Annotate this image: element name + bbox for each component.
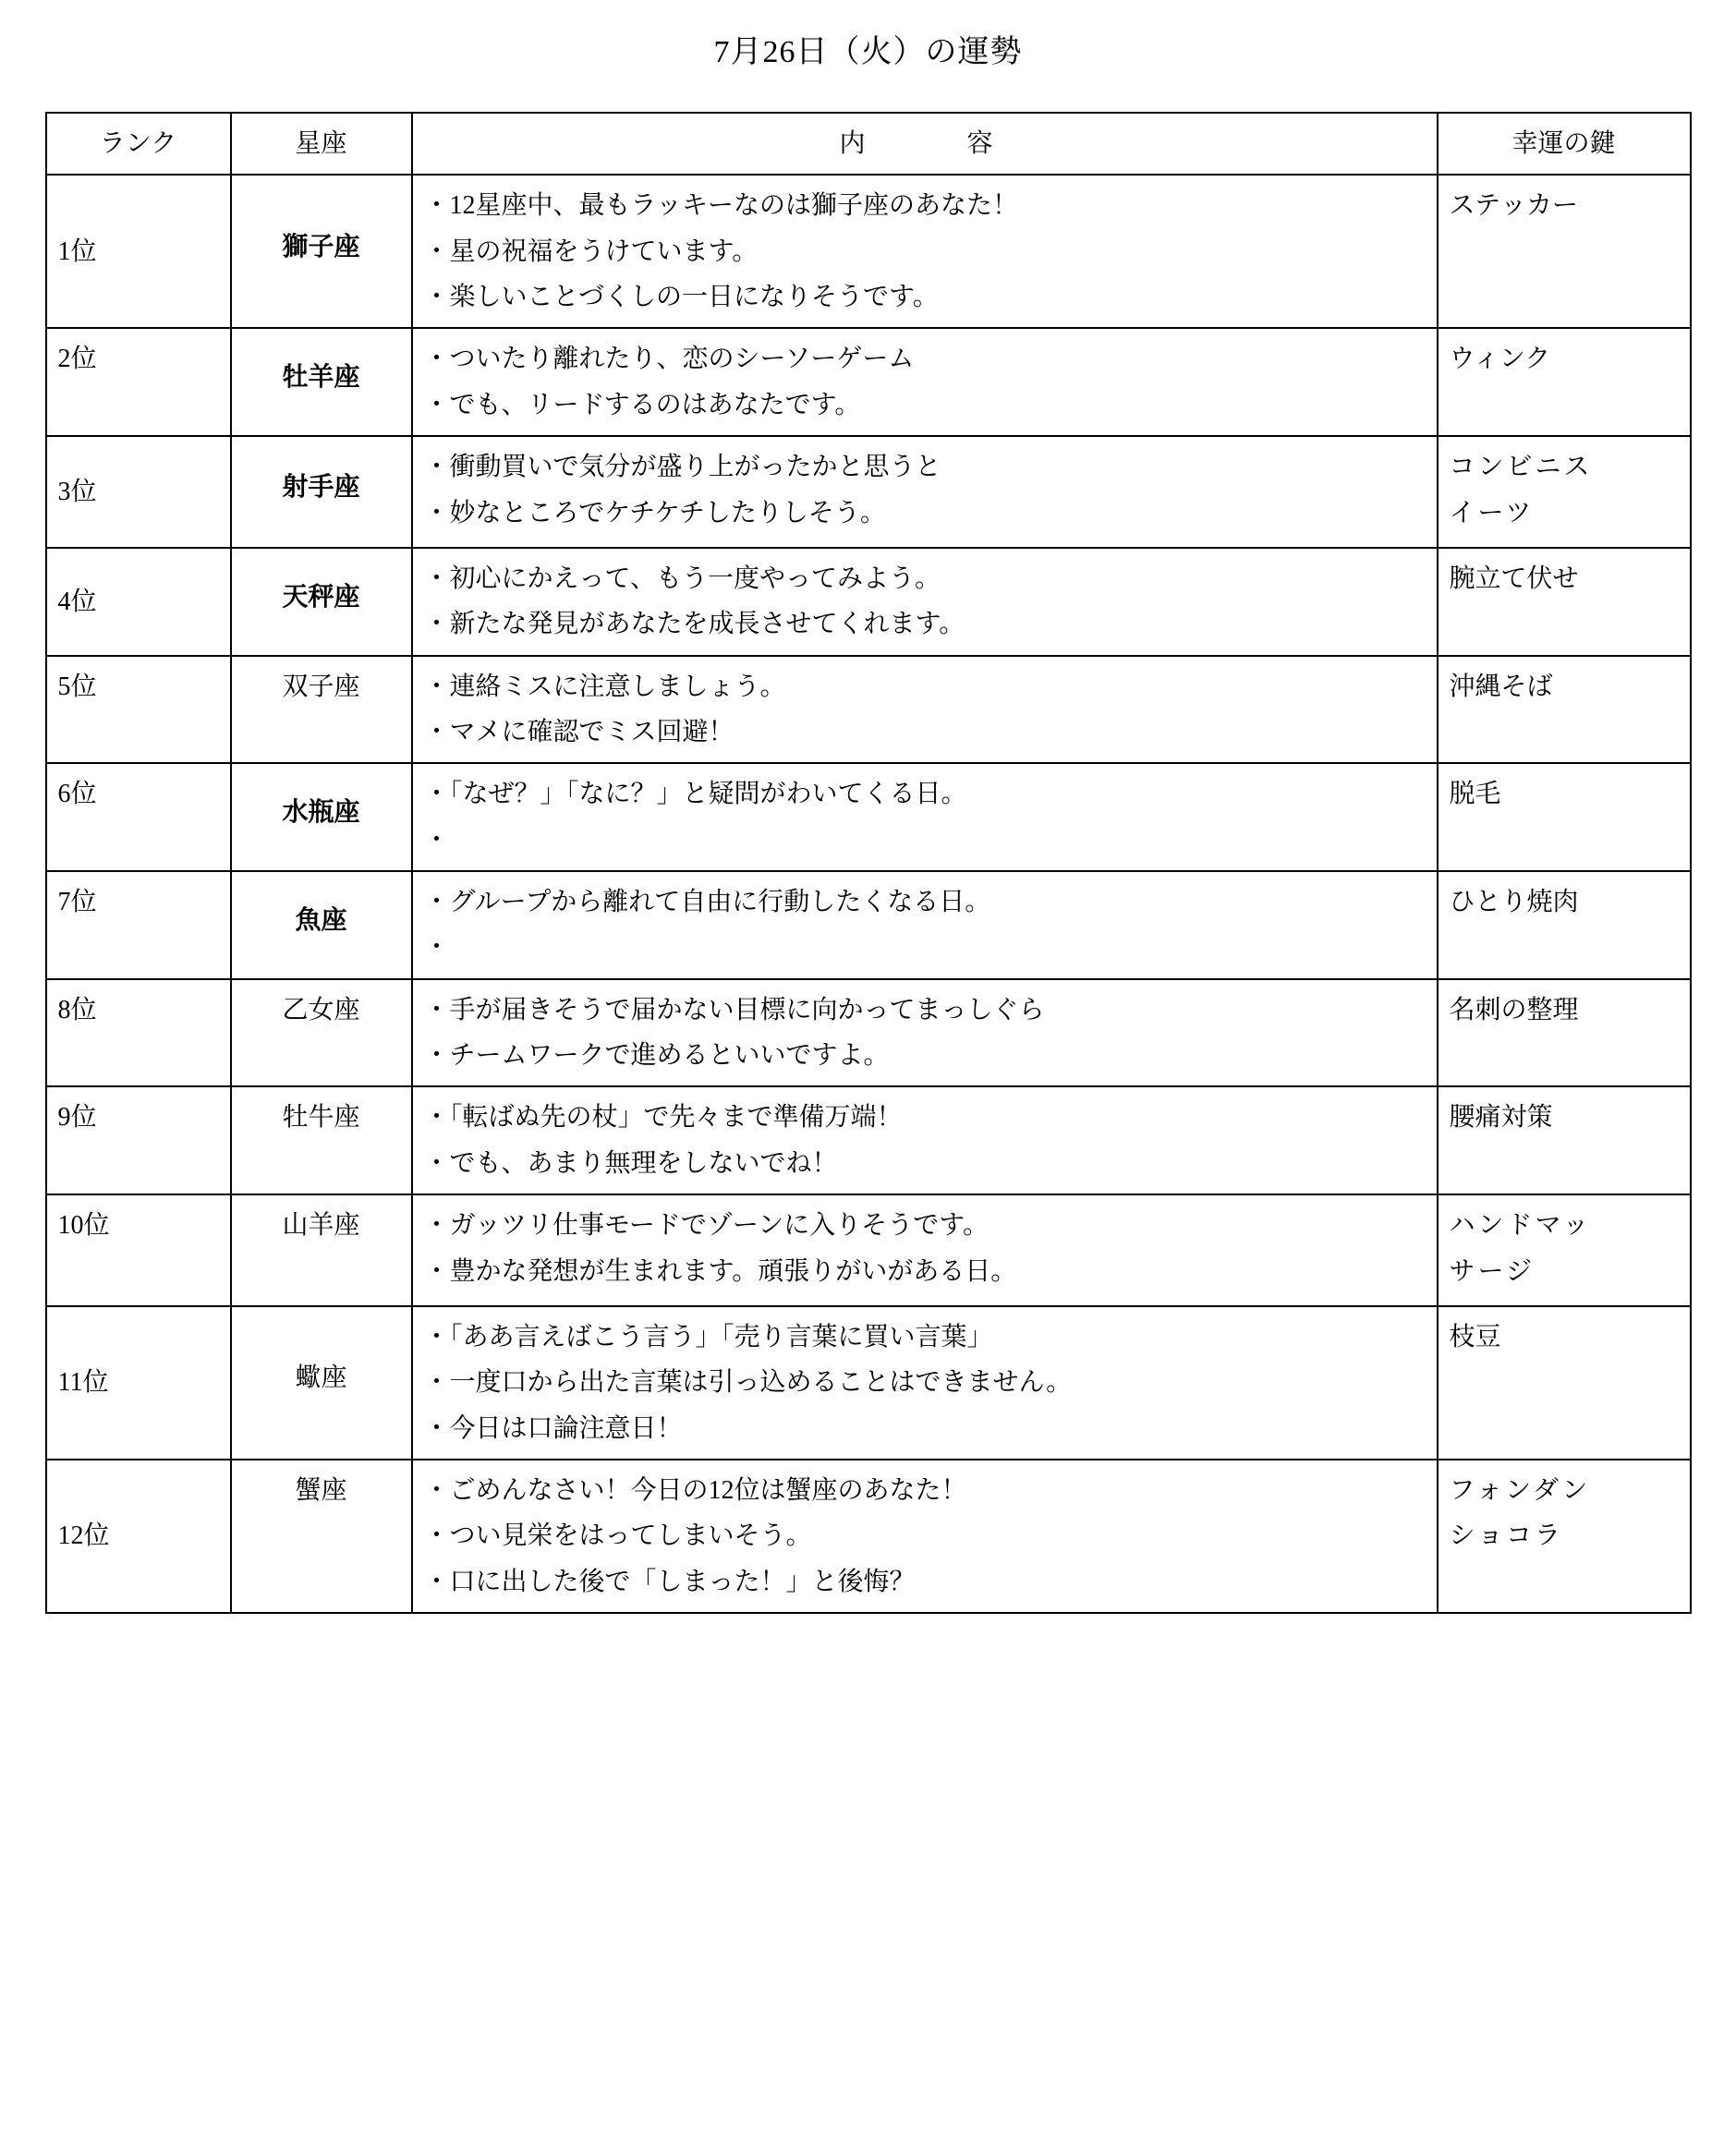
table-row xyxy=(46,548,1691,656)
rank-cell: 10位 xyxy=(46,1194,231,1306)
page-title: 7月26日（火）の運勢 xyxy=(713,35,1023,69)
content-line: ・ xyxy=(423,825,450,854)
table-row xyxy=(46,656,1691,764)
content-line: ・楽しいことづくしの一日になりそうです。 xyxy=(423,283,939,312)
table-row xyxy=(46,979,1691,1087)
lucky-key-line: 腕立て伏せ xyxy=(1449,564,1579,593)
content-cell xyxy=(412,548,1438,656)
column-header-content: 内 容 xyxy=(412,113,1438,175)
lucky-key-line: コンビニス xyxy=(1449,453,1593,482)
lucky-key-cell xyxy=(1438,436,1691,548)
table-row xyxy=(46,436,1691,548)
content-cell xyxy=(412,1086,1438,1194)
zodiac-sign-cell: 魚座 xyxy=(231,871,412,979)
content-line: ・でも、あまり無理をしないでね！ xyxy=(423,1148,838,1178)
lucky-key-line: ウィンク xyxy=(1449,345,1551,374)
lucky-key-cell xyxy=(1438,1194,1691,1306)
content-line: ・ xyxy=(423,933,450,963)
zodiac-sign-cell: 山羊座 xyxy=(231,1194,412,1306)
lucky-key-line: 枝豆 xyxy=(1449,1322,1501,1351)
table-row xyxy=(46,1460,1691,1613)
lucky-key-line: 脱毛 xyxy=(1449,780,1501,809)
content-line: ・口に出した後で「しまった！」と後悔？ xyxy=(423,1567,916,1596)
lucky-key-line: 名刺の整理 xyxy=(1449,995,1579,1024)
table-header-row xyxy=(46,113,1691,175)
rank-cell: 4位 xyxy=(46,548,231,656)
content-line: ・手が届きそうで届かない目標に向かってまっしぐら xyxy=(423,995,1045,1024)
lucky-key-cell xyxy=(1438,763,1691,871)
lucky-key-line: サージ xyxy=(1449,1256,1535,1286)
lucky-key-cell xyxy=(1438,871,1691,979)
rank-cell: 9位 xyxy=(46,1086,231,1194)
content-cell xyxy=(412,656,1438,764)
content-line: ・マメに確認でミス回避！ xyxy=(423,717,734,746)
content-line: ・「転ばぬ先の杖」で先々まで準備万端！ xyxy=(423,1103,903,1133)
content-line: ・ごめんなさい！今日の12位は蟹座のあなた！ xyxy=(423,1475,967,1505)
content-line: ・「ああ言えばこう言う」「売り言葉に買い言葉」 xyxy=(423,1322,993,1351)
zodiac-sign-cell: 乙女座 xyxy=(231,979,412,1087)
lucky-key-cell xyxy=(1438,328,1691,436)
zodiac-sign-cell: 獅子座 xyxy=(231,175,412,328)
zodiac-sign-cell: 天秤座 xyxy=(231,548,412,656)
rank-cell: 12位 xyxy=(46,1460,231,1613)
content-line: ・ガッツリ仕事モードでゾーンに入りそうです。 xyxy=(423,1211,989,1241)
table-row xyxy=(46,871,1691,979)
content-cell xyxy=(412,175,1438,328)
lucky-key-cell xyxy=(1438,656,1691,764)
content-line: ・つい見栄をはってしまいそう。 xyxy=(423,1521,812,1551)
content-cell xyxy=(412,871,1438,979)
zodiac-sign-cell: 牡羊座 xyxy=(231,328,412,436)
rank-cell: 3位 xyxy=(46,436,231,548)
content-line: ・「なぜ？」「なに？」と疑問がわいてくる日。 xyxy=(423,780,967,809)
content-line: ・ついたり離れたり、恋のシーソーゲーム xyxy=(423,345,915,374)
content-line: ・新たな発見があなたを成長させてくれます。 xyxy=(423,610,965,639)
table-row xyxy=(46,175,1691,328)
content-line: ・初心にかえって、もう一度やってみよう。 xyxy=(423,564,941,593)
zodiac-sign-cell: 蠍座 xyxy=(231,1306,412,1460)
table-body xyxy=(46,175,1691,1613)
table-row xyxy=(46,1194,1691,1306)
content-line: ・妙なところでケチケチしたりしそう。 xyxy=(423,498,886,527)
content-line: ・でも、リードするのはあなたです。 xyxy=(423,390,861,419)
lucky-key-cell xyxy=(1438,1086,1691,1194)
table-row xyxy=(46,1306,1691,1460)
column-header-sign: 星座 xyxy=(231,113,412,175)
table-header xyxy=(46,113,1691,175)
content-line: ・衝動買いで気分が盛り上がったかと思うと xyxy=(423,453,941,482)
lucky-key-cell xyxy=(1438,1306,1691,1460)
content-cell xyxy=(412,979,1438,1087)
zodiac-sign-cell: 双子座 xyxy=(231,656,412,764)
lucky-key-cell xyxy=(1438,979,1691,1087)
rank-cell: 5位 xyxy=(46,656,231,764)
rank-cell: 11位 xyxy=(46,1306,231,1460)
content-line: ・連絡ミスに注意しましょう。 xyxy=(423,672,786,701)
content-line: ・豊かな発想が生まれます。頑張りがいがある日。 xyxy=(423,1256,1017,1286)
rank-cell: 8位 xyxy=(46,979,231,1087)
rank-cell: 1位 xyxy=(46,175,231,328)
lucky-key-line: ひとり焼肉 xyxy=(1449,888,1579,917)
content-line: ・星の祝福をうけています。 xyxy=(423,236,759,266)
rank-cell: 6位 xyxy=(46,763,231,871)
content-cell xyxy=(412,1306,1438,1460)
content-line: ・12星座中、最もラッキーなのは獅子座のあなた！ xyxy=(423,191,1018,221)
zodiac-sign-cell: 蟹座 xyxy=(231,1460,412,1613)
lucky-key-line: ハンドマッ xyxy=(1449,1211,1592,1241)
column-header-rank: ランク xyxy=(46,113,231,175)
lucky-key-cell xyxy=(1438,175,1691,328)
content-line: ・一度口から出た言葉は引っ込めることはできません。 xyxy=(423,1368,1073,1398)
lucky-key-line: イーツ xyxy=(1449,498,1535,527)
lucky-key-line: ショコラ xyxy=(1449,1521,1563,1551)
content-line: ・今日は口論注意日！ xyxy=(423,1413,683,1443)
table-row xyxy=(46,763,1691,871)
content-cell xyxy=(412,436,1438,548)
content-cell xyxy=(412,1460,1438,1613)
lucky-key-line: 腰痛対策 xyxy=(1449,1103,1553,1133)
content-cell xyxy=(412,763,1438,871)
table-row xyxy=(46,328,1691,436)
lucky-key-line: ステッカー xyxy=(1449,191,1578,221)
content-cell xyxy=(412,1194,1438,1306)
column-header-lucky-key: 幸運の鍵 xyxy=(1438,113,1691,175)
lucky-key-cell xyxy=(1438,548,1691,656)
zodiac-sign-cell: 射手座 xyxy=(231,436,412,548)
content-cell xyxy=(412,328,1438,436)
zodiac-sign-cell: 水瓶座 xyxy=(231,763,412,871)
content-line: ・チームワークで進めるといいですよ。 xyxy=(423,1041,890,1071)
table-row xyxy=(46,1086,1691,1194)
rank-cell: 7位 xyxy=(46,871,231,979)
rank-cell: 2位 xyxy=(46,328,231,436)
lucky-key-line: 沖縄そば xyxy=(1449,672,1553,701)
lucky-key-line: フォンダン xyxy=(1449,1475,1591,1505)
zodiac-sign-cell: 牡牛座 xyxy=(231,1086,412,1194)
lucky-key-cell xyxy=(1438,1460,1691,1613)
fortune-table xyxy=(45,112,1692,1614)
content-line: ・グループから離れて自由に行動したくなる日。 xyxy=(423,888,991,917)
